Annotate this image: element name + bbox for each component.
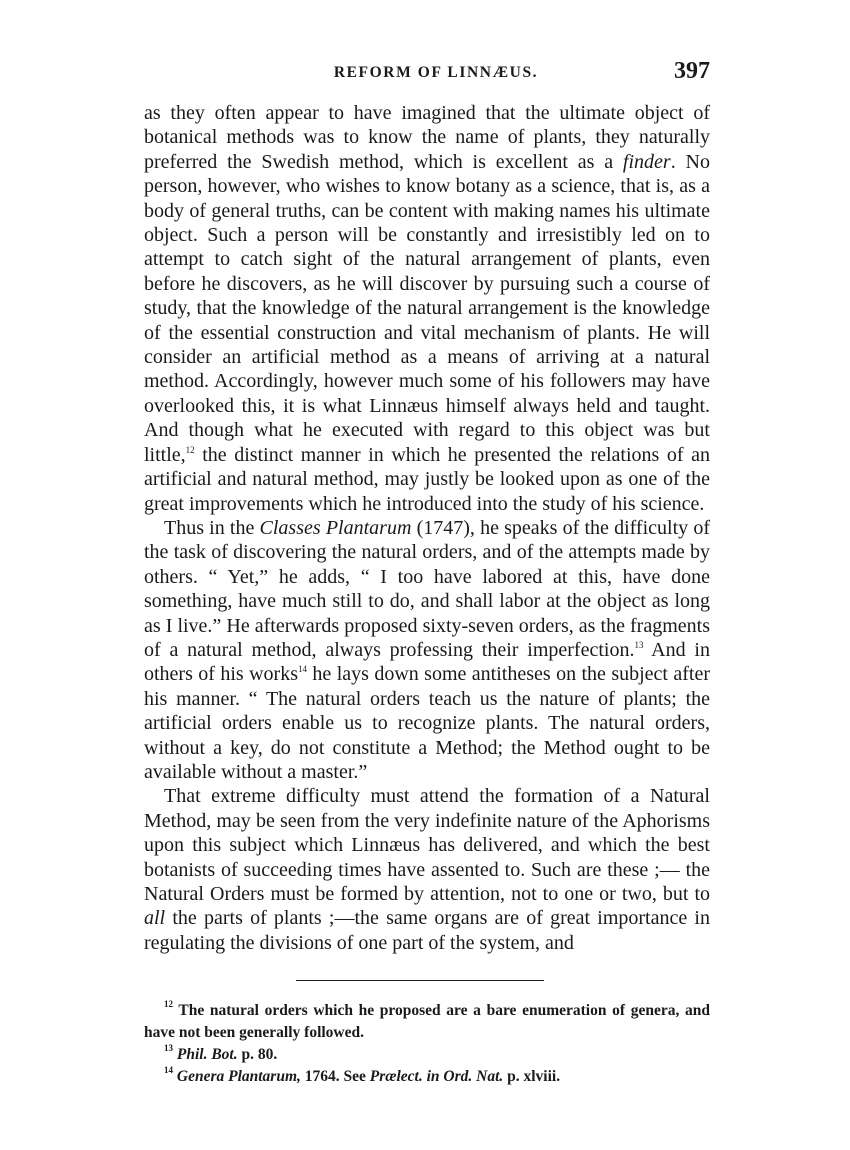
paragraph-2-text-c: And in others of his works bbox=[144, 638, 710, 686]
footnote-number-12: 12 bbox=[164, 999, 173, 1009]
paragraph-2 bbox=[144, 516, 710, 784]
paragraph-2-text-d: he lays down some antitheses on the subject after his manner. “ The natural orders teach us the nature of plants; the artificial orders enable us to recognize plants. The natural orders, without a key, do not constitute a Method; the Method ought to be available without a master.” bbox=[144, 663, 711, 783]
paragraph-1-text-a: as they often appear to have imagined that the ultimate object of botanical methods was to know the name of plants, they naturally preferred the Swedish method, which is excellent as a bbox=[144, 102, 710, 173]
paragraph-1-text-c: the distinct manner in which he presented the relations of an artificial and natural method, may justly be looked upon as one of the great improvements which he introduced into the study of his science. bbox=[144, 443, 710, 515]
footnote-13 bbox=[144, 1044, 710, 1066]
footnote-number-13: 13 bbox=[164, 1043, 173, 1053]
paragraph-3-text-b: the parts of plants ;—the same organs are of great importance in regulating the divisions of one part of the system, and bbox=[144, 907, 710, 954]
footnote-13-text: p. 80. bbox=[237, 1046, 278, 1063]
footnote-14-text-b: p. xlviii. bbox=[503, 1068, 561, 1085]
footnote-divider bbox=[296, 980, 544, 981]
footnote-number-14: 14 bbox=[164, 1065, 173, 1075]
footnote-13-title: Phil. Bot. bbox=[176, 1046, 238, 1063]
paragraph-1 bbox=[144, 101, 710, 516]
body-text bbox=[144, 101, 710, 955]
paragraph-3 bbox=[144, 784, 710, 955]
footnote-12 bbox=[144, 1000, 710, 1044]
footnote-ref-12: 12 bbox=[185, 444, 195, 455]
running-head: REFORM OF LINNÆUS. bbox=[333, 64, 539, 81]
paragraph-3-text-a: That extreme difficulty must attend the formation of a Natural Method, may be seen from the very indefinite nature of the Aphorisms upon this subject which Linnæus has delivered, and which the best botanists of succeeding times have assented to. Such are these ;— the Natural Orders must be formed by attention, not to one or two, but to bbox=[144, 785, 710, 905]
footnote-14-title: Genera Plantarum, bbox=[176, 1068, 301, 1085]
footnote-12-text: The natural orders which he proposed are a bare enumeration of genera, and have not been generally followed. bbox=[144, 1002, 710, 1041]
footnote-14-text-a: 1764. See bbox=[300, 1068, 370, 1085]
paragraph-1-text-b: . No person, however, who wishes to know botany as a science, that is, as a body of general truths, can be content with making names his ultimate object. Such a person will be constantly and irresistibly led on to attempt to catch sight of the natural arrangement of plants, even before he discovers, as he will discover by pursuing such a course of study, that the knowledge of the natural arrangement is the knowledge of the essential construction and vital mechanism of plants. He will consider an artificial method as a means of arriving at a natural method. Accordingly, however much some of his followers may have overlooked this, it is what Linnæus himself always held and taught. And though what he executed with regard to this object was but little, bbox=[144, 150, 710, 466]
italic-classes-plantarum: Classes Plantarum bbox=[259, 516, 412, 539]
italic-finder: finder bbox=[622, 150, 671, 173]
footnote-ref-14: 14 bbox=[298, 664, 307, 675]
footnote-14 bbox=[144, 1066, 710, 1088]
page-header bbox=[144, 58, 710, 94]
footnote-14-reference: Prælect. in Ord. Nat. bbox=[369, 1068, 504, 1085]
paragraph-2-text-b: (1747), he speaks of the difficulty of the task of discovering the natural orders, and of the attempts made by others. “ Yet,” he adds, “ I too have labored at this, have done something, have much still to do, and shall labor at the object as long as I live.” He afterwards proposed sixty-seven orders, as the fragments of a natural method, always professing their imperfection. bbox=[144, 516, 710, 661]
footnotes bbox=[144, 1000, 710, 1088]
paragraph-2-text-a: Thus in the bbox=[164, 516, 260, 539]
page-number: 397 bbox=[674, 58, 710, 84]
italic-all: all bbox=[144, 907, 166, 930]
footnote-ref-13: 13 bbox=[634, 639, 644, 650]
